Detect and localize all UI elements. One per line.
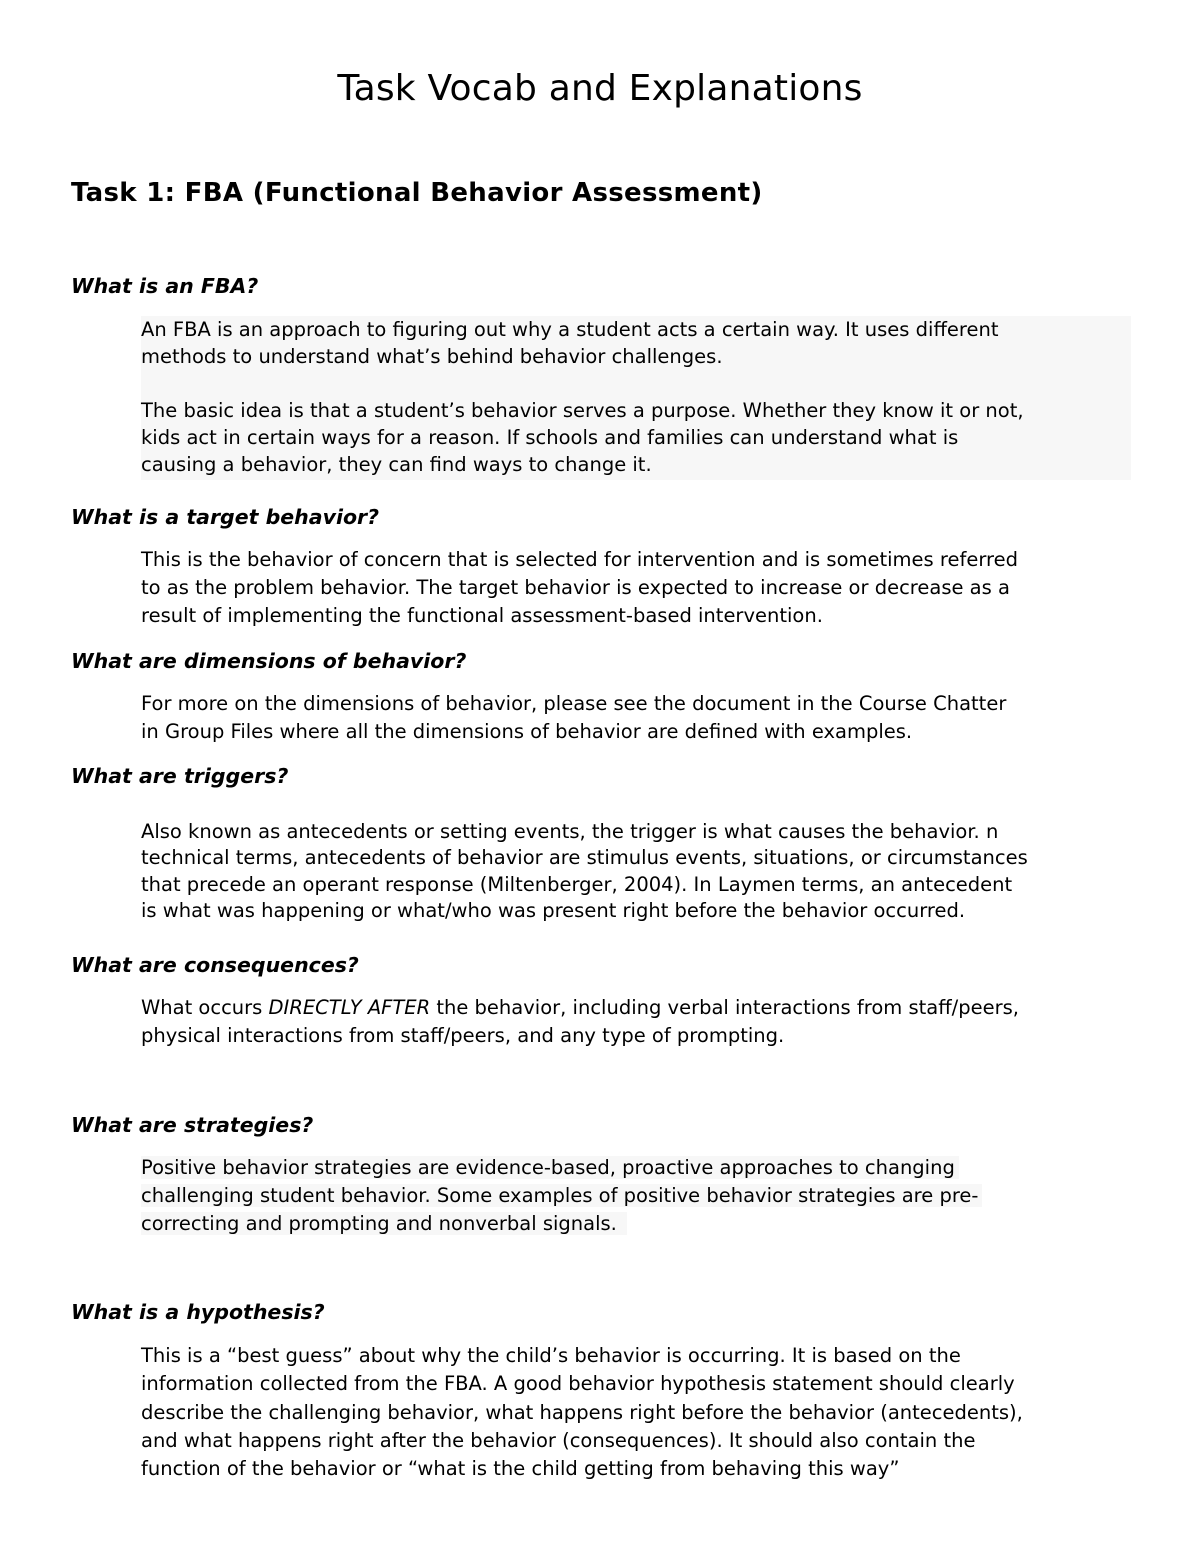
answer-line: is what was happening or what/who was present right before the behavior occurred. — [141, 898, 966, 922]
answer-hypothesis — [141, 1342, 1141, 1483]
answer-line: to as the problem behavior. The target behavior is expected to increase or decrease as a — [141, 576, 1010, 599]
answer-line: causing a behavior, they can find ways to change it. — [141, 453, 652, 476]
question-strategies: What are strategies? — [71, 1113, 314, 1137]
answer-line: describe the challenging behavior, what happens right before the behavior (antecedents), — [141, 1400, 1023, 1424]
paragraph-gap — [141, 370, 1131, 397]
question-consequences: What are consequences? — [71, 953, 359, 977]
question-triggers: What are triggers? — [71, 764, 289, 788]
answer-line: This is a “best guess” about why the child’s behavior is occurring. It is based on the — [141, 1344, 961, 1367]
highlighted-text: correcting and prompting and nonverbal signals. — [141, 1212, 627, 1235]
highlighted-text: challenging student behavior. Some examples of positive behavior strategies are pre- — [141, 1184, 982, 1207]
answer-target-behavior — [141, 546, 1141, 630]
answer-line: This is the behavior of concern that is selected for intervention and is sometimes referred — [141, 548, 1018, 571]
page-title: Task Vocab and Explanations — [337, 68, 863, 109]
answer-text: What occurs — [141, 996, 269, 1019]
answer-line: kids act in certain ways for a reason. If schools and families can understand what is — [141, 426, 959, 449]
task-heading: Task 1: FBA (Functional Behavior Assessment) — [71, 178, 763, 208]
answer-line: information collected from the FBA. A good behavior hypothesis statement should clearly — [141, 1372, 1015, 1396]
answer-line: technical terms, antecedents of behavior are stimulus events, situations, or circumstances — [141, 846, 1028, 870]
question-target-behavior: What is a target behavior? — [71, 505, 380, 529]
answer-line — [141, 994, 1141, 1022]
answer-line — [141, 1210, 1141, 1238]
answer-line: The basic idea is that a student’s behavior serves a purpose. Whether they know it or not, — [141, 399, 1024, 422]
answer-line: An FBA is an approach to figuring out why a student acts a certain way. It uses different — [141, 318, 999, 341]
emphasis-text: DIRECTLY AFTER — [268, 996, 431, 1019]
answer-triggers — [141, 819, 1141, 924]
answer-line — [141, 1154, 1141, 1182]
highlighted-text: Positive behavior strategies are evidence-based, proactive approaches to changing — [141, 1156, 959, 1179]
question-fba: What is an FBA? — [71, 274, 259, 298]
answer-line: result of implementing the functional assessment-based intervention. — [141, 604, 823, 627]
question-dimensions: What are dimensions of behavior? — [71, 649, 467, 673]
answer-line: Also known as antecedents or setting events, the trigger is what causes the behavior. n — [141, 820, 999, 843]
answer-dimensions — [141, 690, 1141, 746]
answer-line: methods to understand what’s behind behavior challenges. — [141, 345, 723, 368]
answer-consequences — [141, 994, 1141, 1050]
answer-line: and what happens right after the behavior (consequences). It should also contain the — [141, 1428, 976, 1452]
question-hypothesis: What is a hypothesis? — [71, 1300, 325, 1324]
answer-line: function of the behavior or “what is the child getting from behaving this way” — [141, 1457, 900, 1481]
answer-line: physical interactions from staff/peers, and any type of prompting. — [141, 1024, 785, 1047]
answer-line: in Group Files where all the dimensions of behavior are defined with examples. — [141, 720, 913, 743]
answer-line: that precede an operant response (Miltenberger, 2004). In Laymen terms, an antecedent — [141, 872, 1013, 896]
answer-fba — [141, 316, 1131, 480]
answer-line: For more on the dimensions of behavior, please see the document in the Course Chatter — [141, 692, 1007, 715]
answer-strategies — [141, 1154, 1141, 1238]
answer-text: the behavior, including verbal interactions from staff/peers, — [430, 996, 1019, 1019]
answer-line — [141, 1182, 1141, 1210]
